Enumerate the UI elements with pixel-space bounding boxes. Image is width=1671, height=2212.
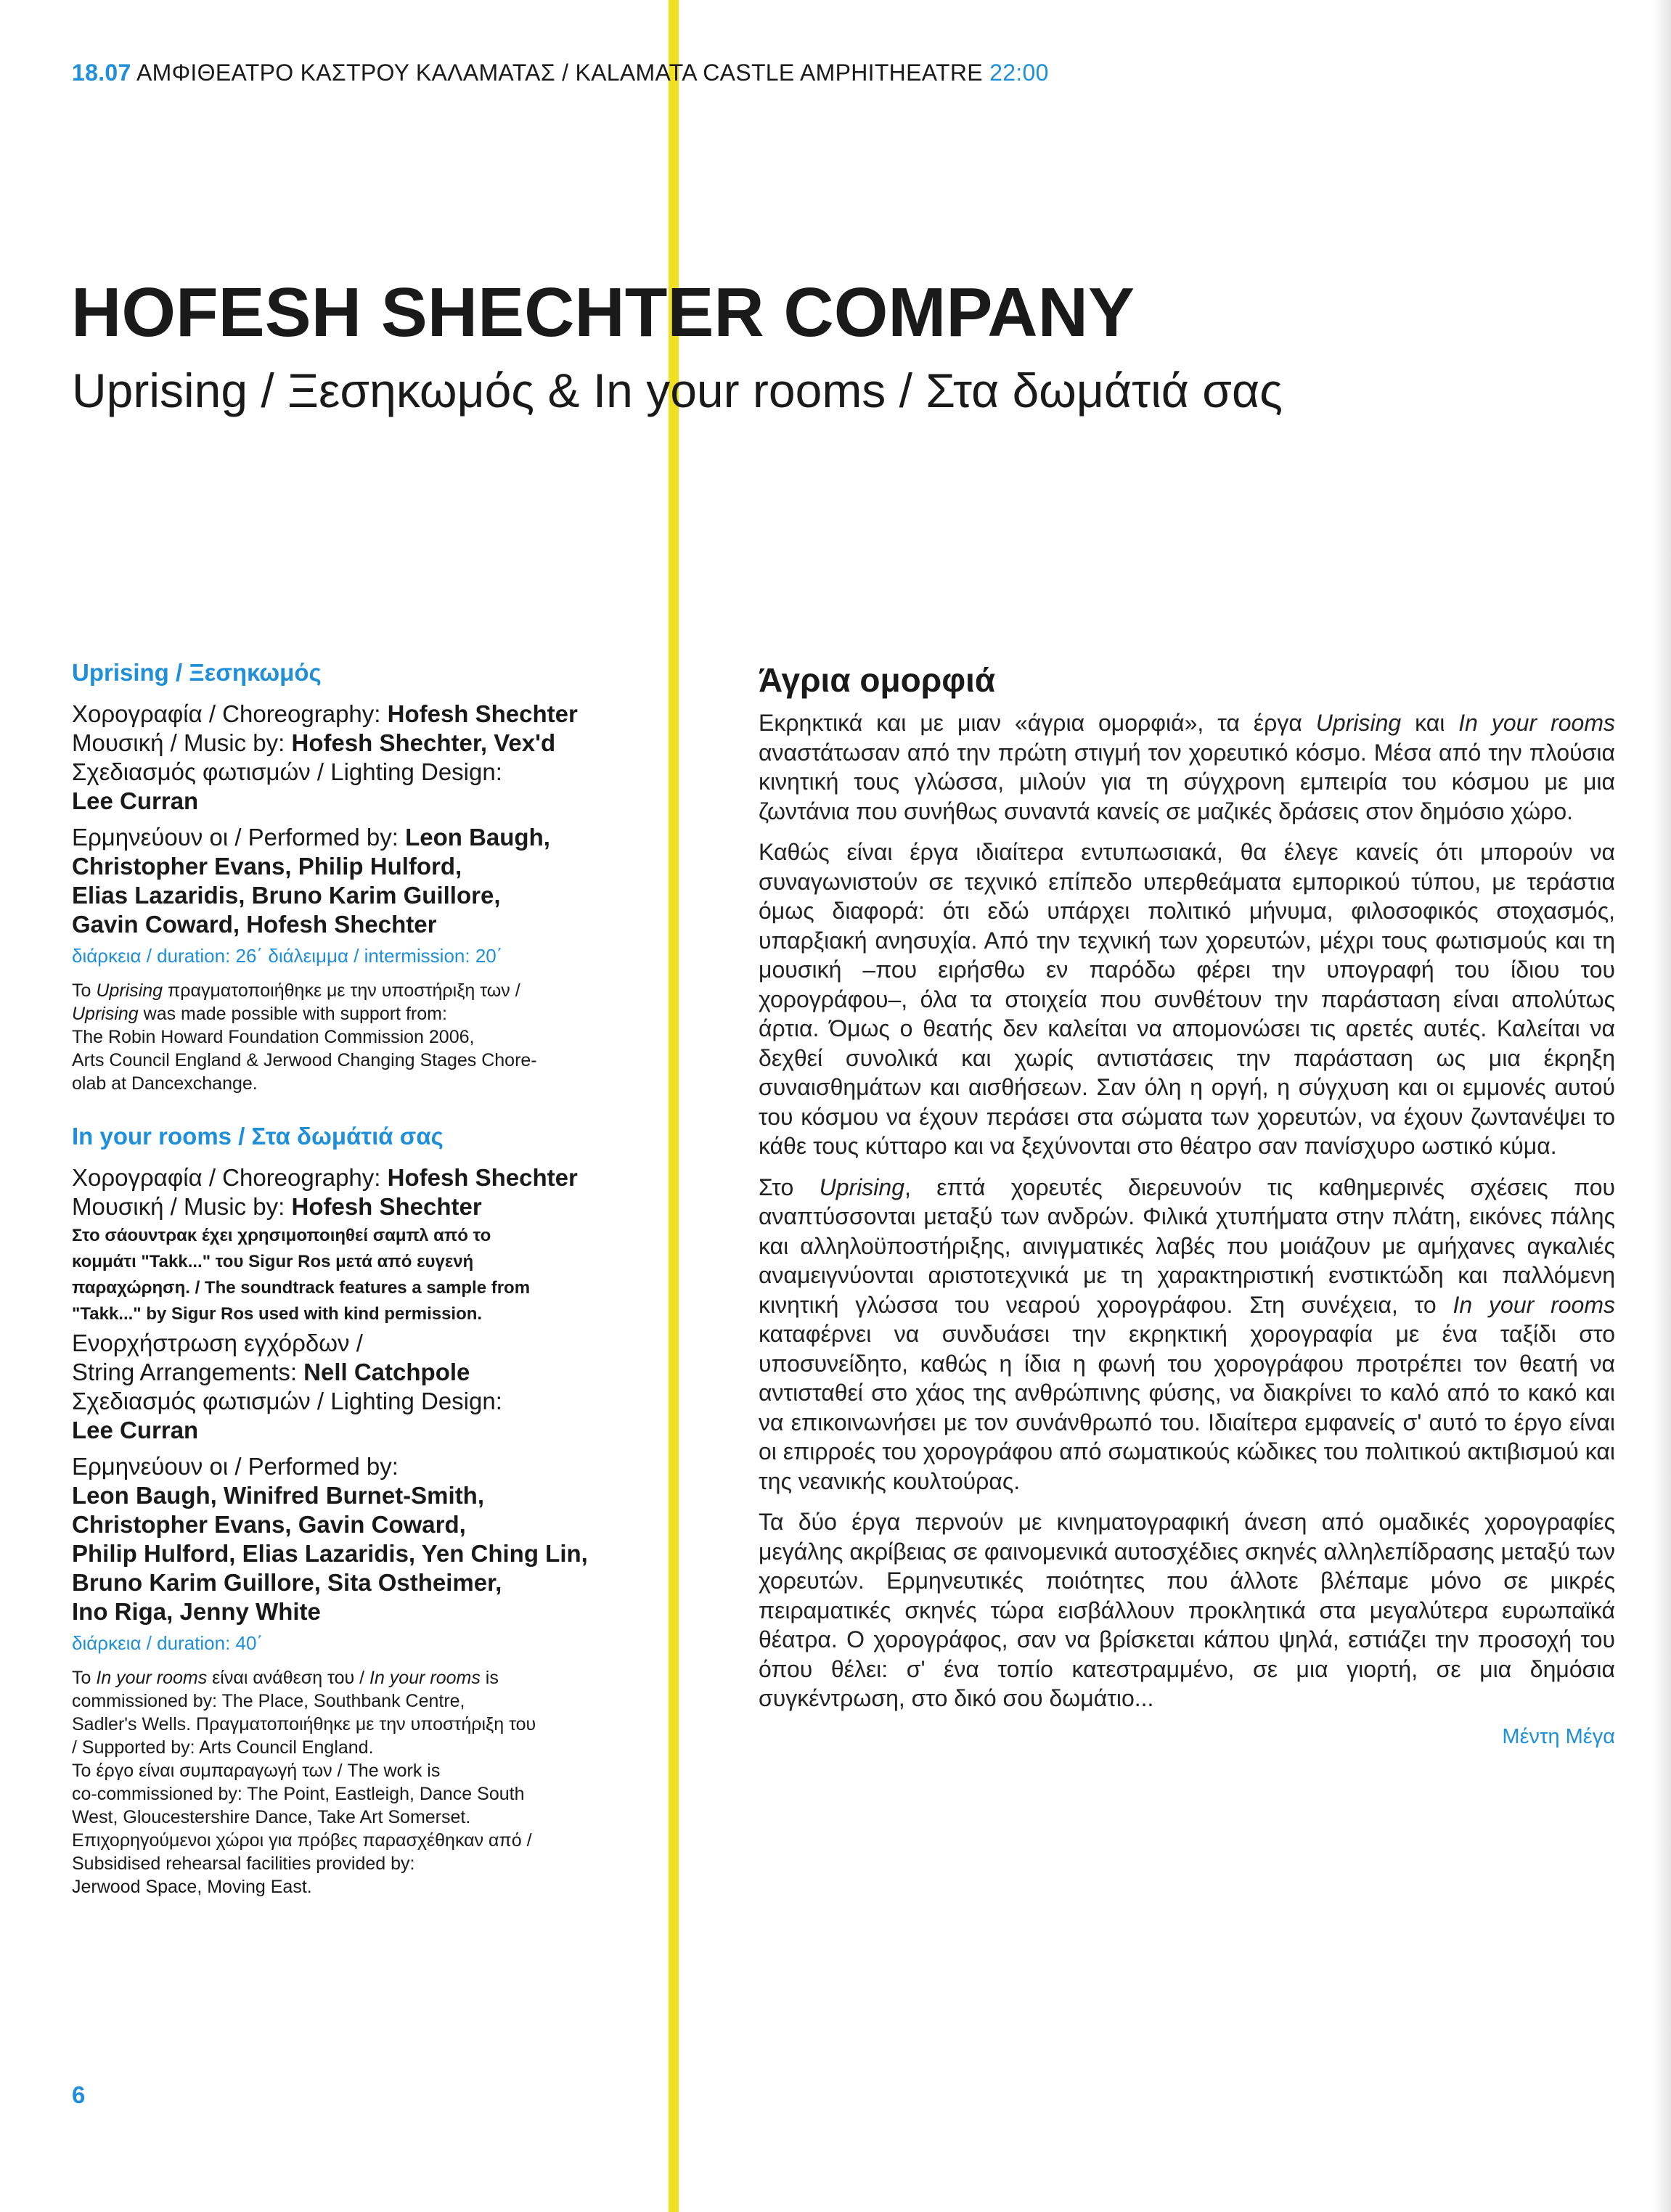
uprising-music: Μουσική / Music by: Hofesh Shechter, Vex'd (72, 729, 556, 756)
uprising-heading: Uprising / Ξεσηκωμός (72, 659, 322, 686)
rooms-sample-note: Στο σάουντρακ έχει χρησιμοποιηθεί σαμπλ από το (72, 1226, 491, 1245)
works-subtitle: Uprising / Ξεσηκωμός & In your rooms / Στα δωμάτιά σας (72, 364, 1283, 417)
event-date: 18.07 (72, 60, 131, 86)
rooms-heading: In your rooms / Στα δωμάτιά σας (72, 1123, 444, 1150)
rooms-strings-label: Ενορχήστρωση εγχόρδων / (72, 1330, 363, 1356)
article-heading: Άγρια ομορφιά (759, 661, 996, 699)
company-title: HOFESH SHECHTER COMPANY (71, 274, 1135, 351)
rooms-lighting: Lee Curran (72, 1417, 199, 1443)
uprising-support: Το Uprising πραγματοποιήθηκε με την υποστήριξη των / (72, 980, 520, 1001)
rooms-performers-label: Ερμηνεύουν οι / Performed by: (72, 1453, 399, 1480)
article-paragraph-4: Τα δύο έργα περνούν με κινηματογραφική άνεση από ομαδικές χορογραφίες μεγάλης ακρίβειας σε φαινομενικά αυτοσχέδιες σκηνές αλληλεπίδρασης μεταξύ των χορευτών. Ερμηνευτικές ποιότητες που άλλοτε βλέπαμε μόνο σε μικρές πειραματικές σκηνές τώρα εισβάλλουν προκλητικά στα μεγαλύτερα ευρωπαϊκά θέατρα. Ο χορογράφος, σαν να βρίσκεται κάπου ψηλά, εστιάζει την προσοχή του όπου θέλει: σ' ένα τοπίο κατεστραμμένο, σε μια γιορτή, σε μια δημόσια συγκέντρωση, στο δικό σου δωμάτιο... (759, 1509, 1615, 1711)
event-venue: ΑΜΦΙΘΕΑΤΡΟ ΚΑΣΤΡΟΥ ΚΑΛΑΜΑΤΑΣ / KALAMATA CASTLE AMPHITHEATRE (131, 60, 990, 86)
credits-column (72, 659, 653, 1898)
rooms-music: Μουσική / Music by: Hofesh Shechter (72, 1193, 482, 1220)
rooms-duration: διάρκεια / duration: 40΄ (72, 1632, 263, 1654)
rooms-choreography: Χορογραφία / Choreography: Hofesh Shechter (72, 1164, 578, 1191)
article-column (759, 660, 1615, 1749)
uprising-choreography: Χορογραφία / Choreography: Hofesh Shechter (72, 700, 578, 727)
page-number: 6 (72, 2081, 86, 2108)
event-time: 22:00 (989, 60, 1049, 86)
rooms-credits: In your rooms / Στα δωμάτιά σας Χορογραφία / Choreography: Hofesh Shechter Μουσική / Music by: Hofesh Shechter Στο σάουντρακ έχει χρησιμοποιηθεί σαμπλ από το κομμάτι "Takk..." του Sigur Ros μετά από ευγενή παραχώρηση. / The soundtrack features a sample from "Takk..." by Sigur Ros used with kind permission. Ενορχήστρωση εγχόρδων / String Arrangements: Nell Catchpole Σχεδιασμός φωτισμών / Lighting Design: Lee Curran Ερμηνεύουν οι / Performed by: Leon Baugh, Winifred Burnet-Smith, Christopher Evans, Gavin Coward, Philip Hulford, Elias Lazaridis, Yen Ching Lin, Bruno Karim Guillore, Sita Ostheimer, Ino Riga, Jenny White διάρκεια / duration: 40΄ Το In your rooms είναι ανάθεση του / In your rooms is commissioned by: The Place, Southbank Centre, Sadler's Wells. Πραγματοποιήθηκε με την υποστήριξη του / Supported by: Arts Council England. Το έργο είναι συμπαραγωγή των / The work is co-commissioned by: The Point, Eastleigh, Dance South West, Gloucestershire Dance, Take Art Somerset. Επιχορηγούμενοι χώροι για πρόβες παρασχέθηκαν από / Subsidised rehearsal facilities provided by: Jerwood Space, Moving East. (72, 1123, 653, 1898)
uprising-lighting: Lee Curran (72, 787, 199, 814)
uprising-duration: διάρκεια / duration: 26΄ διάλειμμα / intermission: 20΄ (72, 945, 503, 967)
rooms-strings: String Arrangements: Nell Catchpole (72, 1359, 470, 1385)
rooms-support: Το In your rooms είναι ανάθεση του / In your rooms is (72, 1668, 499, 1688)
event-header (72, 60, 1049, 86)
article-paragraph-2: Καθώς είναι έργα ιδιαίτερα εντυπωσιακά, θα έλεγε κανείς ότι μπορούν να συναγωνιστούν σε τεχνικό επίπεδο υπερθεάματα εμπορικού τύπου, με τεράστια όμως διαφορά: ότι εδώ υπάρχει πολιτικό μήνυμα, φιλοσοφικός στοχασμός, υπαρξιακή ανησυχία. Από την τεχνική των χορευτών, μέχρι τους φωτισμούς και τη μουσική –που ειρήσθω εν παρόδω φέρει την υπογραφή του ίδιου του χορογράφου–, όλα τα στοιχεία που συνθέτουν την παράσταση είναι απολύτως άρτια. Όμως ο θεατής δεν καλείται να απομονώσει τις αρετές αυτές. Καλείται να δεχθεί συνολικά και χωρίς αντιστάσεις την παράσταση ως μια έκρηξη συναισθημάτων και αισθήσεων. Σαν όλη η οργή, η σύγχυση και οι εμμονές αυτού του κόσμου να έχουν περάσει στα σώματα των χορευτών, να έχουν ζωντανέψει το κάθε τους κύτταρο και να ξεχύνονται στο θέατρο σαν πανίσχυρο ωστικό κύμα. (759, 839, 1615, 1159)
uprising-lighting-label: Σχεδιασμός φωτισμών / Lighting Design: (72, 758, 502, 785)
rooms-performers: Leon Baugh, Winifred Burnet-Smith, (72, 1482, 485, 1509)
article-paragraph-1: Εκρηκτικά και με μιαν «άγρια ομορφιά», τα έργα Uprising και In your rooms αναστάτωσαν από την πρώτη στιγμή τον χορευτικό κόσμο. Μέσα από την πλούσια κινητική τους γλώσσα, μιλούν για τη σύγχρονη εμπειρία του κόσμου με μια ζωντάνια που συνήθως συναντά κανείς σε μαζικές δράσεις στον δημόσιο χώρο. (759, 710, 1615, 824)
uprising-credits: Uprising / Ξεσηκωμός Χορογραφία / Choreography: Hofesh Shechter Μουσική / Music by: Hofesh Shechter, Vex'd Σχεδιασμός φωτισμών / Lighting Design: Lee Curran Ερμηνεύουν οι / Performed by: Leon Baugh, Christopher Evans, Philip Hulford, Elias Lazaridis, Bruno Karim Guillore, Gavin Coward, Hofesh Shechter διάρκεια / duration: 26΄ διάλειμμα / intermission: 20΄ Το Uprising πραγματοποιήθηκε με την υποστήριξη των / Uprising was made possible with support from: The Robin Howard Foundation Commission 2006, Arts Council England & Jerwood Changing Stages Chore- olab at Dancexchange. (72, 659, 653, 1095)
rooms-lighting-label: Σχεδιασμός φωτισμών / Lighting Design: (72, 1388, 502, 1414)
article-paragraph-3: Στο Uprising, επτά χορευτές διερευνούν τις καθημερινές σχέσεις που αναπτύσσονται μεταξύ των ανδρών. Φιλικά χτυπήματα στην πλάτη, εικόνες πάλης και αλληλοϋποστήριξης, αινιγματικές λαβές που μοιάζουν με αμήχανες αγκαλιές αναμειγνύονται αριστοτεχνικά με τη χαρακτηριστική ενστικτώδη και παλλόμενη κινητική γλώσσα του νεαρού χορογράφου. Στη συνέχεια, το In your rooms καταφέρνει να συνδυάσει την εκρηκτική χορογραφία με ένα ταξίδι στο υποσυνείδητο, καθώς η ίδια η φωνή του χορογράφου προτρέπει τον θεατή να αντισταθεί στο χάος της ανθρώπινης φύσης, να διακρίνει το καλό από το κακό και να επικοινωνήσει με τον συνάνθρωπό του. Ιδιαίτερα εμφανείς σ' αυτό το έργο είναι οι επιρροές του χορογράφου από σωματικούς κώδικες του πολιτικού ακτιβισμού και της νεανικής κουλτούρας. (759, 1173, 1616, 1494)
uprising-performers: Ερμηνεύουν οι / Performed by: Leon Baugh, (72, 824, 550, 851)
article-author: Μέντη Μέγα (1502, 1724, 1615, 1748)
